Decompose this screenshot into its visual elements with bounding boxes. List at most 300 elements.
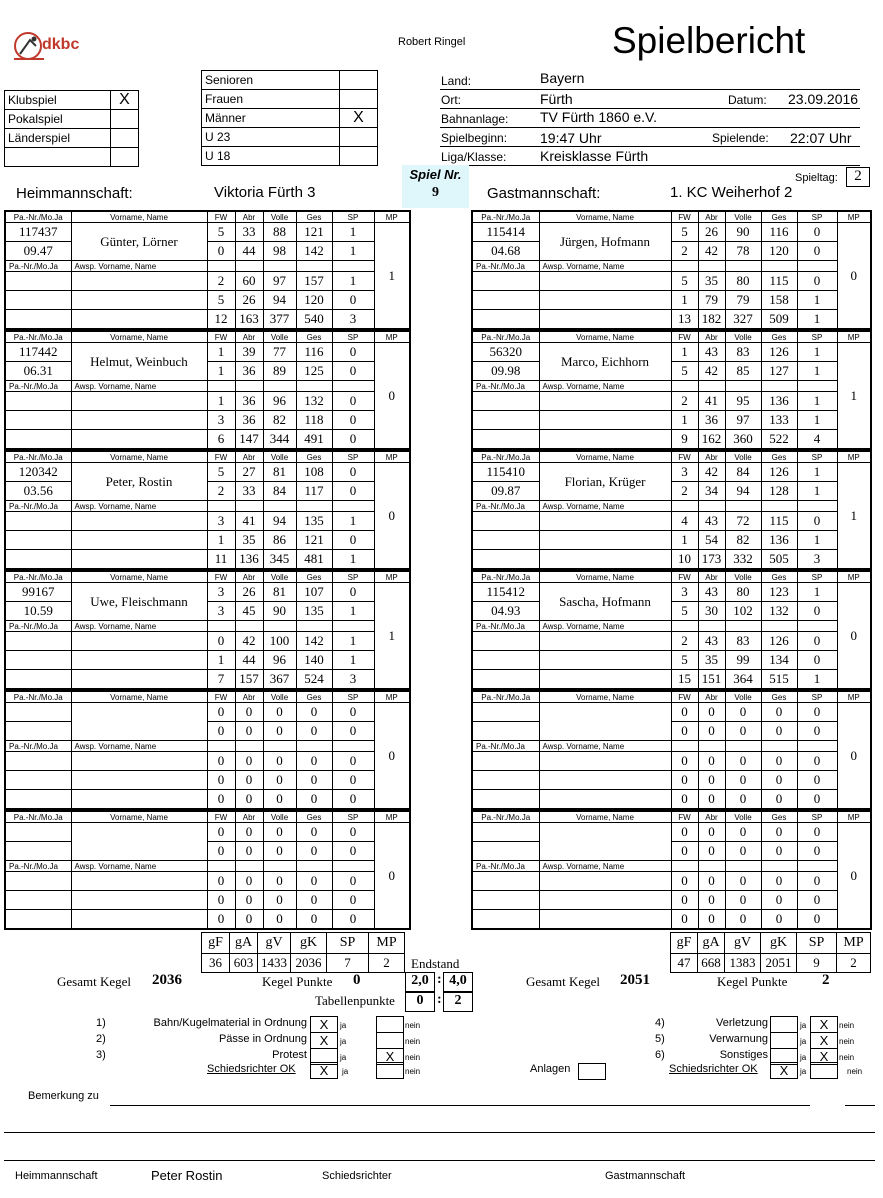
empty-cell: [263, 381, 296, 392]
anlagen-box[interactable]: [578, 1063, 606, 1080]
col-head-fw: FW: [207, 451, 235, 463]
check-nein-box[interactable]: X: [810, 1016, 838, 1033]
player-name[interactable]: Günter, Lörner: [71, 223, 207, 261]
col-head-abr: Abr: [698, 811, 725, 823]
player-birth[interactable]: 04.68: [472, 242, 539, 261]
player-name[interactable]: [71, 823, 207, 861]
spiel-nr-value[interactable]: 9: [432, 185, 439, 200]
player-birth[interactable]: 10.59: [5, 602, 71, 621]
player-name[interactable]: Peter, Rostin: [71, 463, 207, 501]
match-type-mark[interactable]: X: [111, 91, 139, 110]
player-total-cell: 0: [725, 790, 761, 810]
sub-head-pass: Pa.-Nr./Mo.Ja: [5, 621, 71, 632]
score-cell: 133: [761, 411, 797, 430]
col-head-ges: Ges: [761, 571, 797, 583]
player-total-cell: 1: [797, 670, 837, 690]
player-pass-nr[interactable]: [5, 703, 71, 722]
sub-name-cell[interactable]: [539, 872, 671, 891]
sub-pass-cell[interactable]: [5, 872, 71, 891]
sub-name-cell[interactable]: [539, 272, 671, 291]
match-type-mark[interactable]: [111, 129, 139, 148]
spieltag-value[interactable]: 2: [846, 167, 870, 187]
score-cell: 126: [761, 463, 797, 482]
player-birth[interactable]: 09.98: [472, 362, 539, 381]
score-cell: 0: [761, 842, 797, 861]
score-cell: 1: [207, 651, 235, 670]
score-cell: 42: [235, 632, 263, 651]
score-cell: 121: [296, 531, 332, 550]
col-head-name: Vorname, Name: [71, 811, 207, 823]
player-name[interactable]: Helmut, Weinbuch: [71, 343, 207, 381]
sub-name-cell[interactable]: [539, 752, 671, 771]
sub-name-cell[interactable]: [539, 632, 671, 651]
check-ja-box[interactable]: X: [310, 1016, 338, 1033]
score-cell: 1: [332, 512, 374, 531]
sub-head-name: Awsp. Vorname, Name: [539, 261, 671, 272]
score-cell: 94: [263, 512, 296, 531]
score-cell: 0: [725, 823, 761, 842]
ja-label: ja: [340, 1053, 347, 1062]
player-total-cell: 0: [207, 790, 235, 810]
player-name[interactable]: Jürgen, Hofmann: [539, 223, 671, 261]
sub-pass-cell[interactable]: [472, 771, 539, 790]
score-cell: 0: [698, 891, 725, 910]
check-nein-box[interactable]: [376, 1032, 404, 1049]
away-team-label: Gastmannschaft:: [487, 185, 601, 202]
sub-pass-cell[interactable]: [472, 411, 539, 430]
score-cell: 44: [235, 651, 263, 670]
empty-cell: [71, 790, 207, 810]
check-nein-box[interactable]: [376, 1016, 404, 1033]
score-cell: 0: [207, 722, 235, 741]
player-total-cell: 0: [332, 790, 374, 810]
sub-name-cell[interactable]: [539, 651, 671, 670]
score-cell: 136: [761, 531, 797, 550]
sub-head-name: Awsp. Vorname, Name: [539, 501, 671, 512]
player-total-cell: 515: [761, 670, 797, 690]
score-cell: 117: [296, 482, 332, 501]
score-cell: 83: [725, 343, 761, 362]
score-cell: 0: [332, 531, 374, 550]
sub-name-cell[interactable]: [539, 771, 671, 790]
score-cell: 125: [296, 362, 332, 381]
player-pass-nr[interactable]: [5, 823, 71, 842]
sub-pass-cell[interactable]: [5, 291, 71, 310]
score-cell: 1: [797, 343, 837, 362]
player-total-cell: 13: [671, 310, 698, 330]
footer-home-name[interactable]: Peter Rostin: [151, 1168, 223, 1183]
sub-name-cell[interactable]: [71, 411, 207, 430]
col-head-mp: MP: [374, 691, 410, 703]
score-cell: 1: [671, 291, 698, 310]
sub-pass-cell[interactable]: [5, 512, 71, 531]
player-birth[interactable]: 06.31: [5, 362, 71, 381]
endstand-colon: :: [437, 972, 442, 987]
sub-name-cell[interactable]: [539, 392, 671, 411]
spiel-nr-box: [402, 165, 469, 208]
empty-cell: [797, 741, 837, 752]
col-head-fw: FW: [671, 571, 698, 583]
player-name[interactable]: [539, 823, 671, 861]
player-pass-nr[interactable]: 120342: [5, 463, 71, 482]
check-number: 3): [96, 1049, 106, 1061]
land-value[interactable]: Bayern: [540, 70, 585, 86]
sub-pass-cell[interactable]: [5, 771, 71, 790]
score-cell: 39: [235, 343, 263, 362]
liga-value[interactable]: Kreisklasse Fürth: [540, 148, 649, 164]
col-head-ges: Ges: [761, 211, 797, 223]
sub-pass-cell[interactable]: [5, 392, 71, 411]
player-birth[interactable]: 09.87: [472, 482, 539, 501]
player-pass-nr[interactable]: 115414: [472, 223, 539, 242]
empty-cell: [725, 261, 761, 272]
check-nein-box[interactable]: X: [376, 1048, 404, 1065]
player-pass-nr[interactable]: 117437: [5, 223, 71, 242]
sub-pass-cell[interactable]: [472, 872, 539, 891]
score-cell: 0: [207, 752, 235, 771]
sub-name-cell[interactable]: [71, 392, 207, 411]
category-mark[interactable]: [340, 147, 378, 166]
player-block: [471, 330, 872, 450]
col-head-fw: FW: [671, 811, 698, 823]
check-nein-box[interactable]: X: [810, 1032, 838, 1049]
sub-name-cell[interactable]: [539, 512, 671, 531]
score-cell: 0: [332, 392, 374, 411]
score-cell: 0: [671, 771, 698, 790]
category-mark[interactable]: X: [340, 109, 378, 128]
bemerkung-line-3[interactable]: [4, 1160, 875, 1161]
nein-label: nein: [405, 1037, 421, 1046]
datum-value[interactable]: 23.09.2016: [788, 91, 859, 107]
score-cell: 0: [207, 872, 235, 891]
total-head: gA: [698, 933, 725, 954]
player-mp: 1: [374, 583, 410, 690]
score-cell: 0: [671, 722, 698, 741]
col-head-volle: Volle: [263, 451, 296, 463]
player-block: [471, 450, 872, 570]
player-total-cell: 360: [725, 430, 761, 450]
score-cell: 1: [797, 463, 837, 482]
sub-pass-cell[interactable]: [5, 632, 71, 651]
score-cell: 54: [698, 531, 725, 550]
score-cell: 5: [671, 223, 698, 242]
home-team-name[interactable]: Viktoria Fürth 3: [214, 184, 316, 201]
player-total-cell: 162: [698, 430, 725, 450]
sub-name-cell[interactable]: [71, 531, 207, 550]
score-cell: 0: [296, 891, 332, 910]
score-cell: 1: [332, 632, 374, 651]
player-birth[interactable]: [5, 842, 71, 861]
total-value: 47: [671, 954, 698, 973]
schiri-ok-right-box[interactable]: X: [770, 1062, 798, 1079]
empty-cell: [332, 261, 374, 272]
empty-cell: [71, 310, 207, 330]
score-cell: 0: [296, 771, 332, 790]
check-ja-box[interactable]: [770, 1032, 798, 1049]
sub-head-pass: Pa.-Nr./Mo.Ja: [472, 741, 539, 752]
bemerkung-line-2[interactable]: [4, 1132, 875, 1133]
check-ja-box[interactable]: [770, 1016, 798, 1033]
player-name[interactable]: Uwe, Fleischmann: [71, 583, 207, 621]
col-head-mp: MP: [374, 331, 410, 343]
col-head-mp: MP: [374, 811, 410, 823]
empty-cell: [235, 741, 263, 752]
total-value: 36: [202, 954, 230, 973]
player-total-cell: 367: [263, 670, 296, 690]
spieltag-label: Spieltag:: [795, 172, 838, 184]
sub-name-cell[interactable]: [71, 771, 207, 790]
schiri-ok-left-nein-box[interactable]: [376, 1062, 404, 1079]
player-total-cell: 364: [725, 670, 761, 690]
score-cell: 0: [332, 842, 374, 861]
score-cell: 0: [332, 463, 374, 482]
sub-pass-cell[interactable]: [472, 891, 539, 910]
sub-name-cell[interactable]: [539, 411, 671, 430]
check-nein-box[interactable]: X: [810, 1048, 838, 1065]
score-cell: 0: [207, 891, 235, 910]
player-name[interactable]: Marco, Eichhorn: [539, 343, 671, 381]
empty-cell: [263, 621, 296, 632]
total-value: 7: [327, 954, 369, 973]
sub-pass-cell[interactable]: [5, 891, 71, 910]
sub-name-cell[interactable]: [539, 531, 671, 550]
player-block: [4, 210, 411, 330]
empty-cell: [797, 261, 837, 272]
player-block: [4, 330, 411, 450]
empty-cell: [332, 861, 374, 872]
score-cell: 0: [797, 512, 837, 531]
sub-name-cell[interactable]: [539, 891, 671, 910]
player-total-cell: 0: [725, 910, 761, 930]
player-birth[interactable]: [472, 722, 539, 741]
player-pass-nr[interactable]: 115412: [472, 583, 539, 602]
player-pass-nr[interactable]: 99167: [5, 583, 71, 602]
player-total-cell: 0: [698, 790, 725, 810]
sub-pass-cell[interactable]: [5, 531, 71, 550]
score-cell: 0: [332, 362, 374, 381]
sub-name-cell[interactable]: [71, 512, 207, 531]
score-cell: 43: [698, 583, 725, 602]
check-number: 6): [655, 1049, 665, 1061]
player-total-cell: 163: [235, 310, 263, 330]
empty-cell: [263, 501, 296, 512]
sub-pass-cell[interactable]: [5, 752, 71, 771]
player-total-cell: 0: [235, 910, 263, 930]
sub-head-pass: Pa.-Nr./Mo.Ja: [5, 501, 71, 512]
score-cell: 0: [797, 771, 837, 790]
sub-name-cell[interactable]: [71, 272, 207, 291]
col-head-mp: MP: [837, 811, 871, 823]
empty-cell: [207, 501, 235, 512]
sub-pass-cell[interactable]: [5, 272, 71, 291]
bemerkung-line[interactable]: [110, 1105, 810, 1106]
empty-cell: [797, 861, 837, 872]
col-head-name: Vorname, Name: [539, 451, 671, 463]
empty-cell: [332, 621, 374, 632]
category-mark[interactable]: [340, 128, 378, 147]
sub-pass-cell[interactable]: [5, 411, 71, 430]
player-total-cell: 157: [235, 670, 263, 690]
ende-value[interactable]: 22:07 Uhr: [790, 130, 852, 146]
score-cell: 128: [761, 482, 797, 501]
score-cell: 0: [698, 752, 725, 771]
col-head-volle: Volle: [725, 811, 761, 823]
player-total-cell: 3: [797, 550, 837, 570]
sub-name-cell[interactable]: [71, 651, 207, 670]
home-totals: [201, 932, 405, 973]
score-cell: 1: [332, 651, 374, 670]
check-label: Pässe in Ordnung: [218, 1033, 307, 1045]
sub-pass-cell[interactable]: [472, 651, 539, 670]
empty-cell: [761, 381, 797, 392]
nein-label: nein: [405, 1021, 421, 1030]
sub-name-cell[interactable]: [71, 632, 207, 651]
score-cell: 1: [207, 343, 235, 362]
ende-label: Spielende:: [712, 131, 769, 145]
player-total-cell: 173: [698, 550, 725, 570]
score-cell: 136: [761, 392, 797, 411]
sub-pass-cell[interactable]: [472, 632, 539, 651]
player-pass-nr[interactable]: [472, 823, 539, 842]
score-cell: 3: [207, 512, 235, 531]
sub-name-cell[interactable]: [71, 872, 207, 891]
empty-cell: [698, 501, 725, 512]
player-pass-nr[interactable]: [472, 703, 539, 722]
score-cell: 0: [797, 651, 837, 670]
score-cell: 0: [263, 891, 296, 910]
player-block: [4, 690, 411, 810]
score-cell: 43: [698, 343, 725, 362]
score-cell: 0: [332, 722, 374, 741]
sub-pass-cell[interactable]: [472, 272, 539, 291]
category-mark[interactable]: [340, 90, 378, 109]
score-cell: 90: [263, 602, 296, 621]
score-cell: 1: [797, 411, 837, 430]
sub-pass-cell[interactable]: [472, 752, 539, 771]
col-head-mp: MP: [374, 211, 410, 223]
sub-name-cell[interactable]: [539, 291, 671, 310]
ja-label: ja: [800, 1021, 807, 1030]
schiri-ok-right-nein-box[interactable]: [810, 1062, 838, 1079]
sub-pass-cell[interactable]: [5, 651, 71, 670]
total-value: 2051: [761, 954, 797, 973]
player-name[interactable]: [71, 703, 207, 741]
col-head-fw: FW: [207, 811, 235, 823]
match-type-mark[interactable]: [111, 110, 139, 129]
player-total-cell: 327: [725, 310, 761, 330]
player-birth[interactable]: 04.93: [472, 602, 539, 621]
check-ja-box[interactable]: X: [310, 1032, 338, 1049]
col-head-pass: Pa.-Nr./Mo.Ja: [5, 211, 71, 223]
category-mark[interactable]: [340, 71, 378, 90]
col-head-mp: MP: [837, 331, 871, 343]
score-cell: 96: [263, 392, 296, 411]
score-cell: 1: [332, 242, 374, 261]
beginn-value[interactable]: 19:47 Uhr: [540, 130, 602, 146]
score-cell: 0: [332, 703, 374, 722]
total-value: 2: [369, 954, 405, 973]
empty-cell: [207, 741, 235, 752]
score-cell: 0: [698, 823, 725, 842]
score-cell: 33: [235, 482, 263, 501]
total-head: gV: [258, 933, 291, 954]
check-number: 1): [96, 1017, 106, 1029]
sub-name-cell[interactable]: [71, 752, 207, 771]
score-cell: 90: [725, 223, 761, 242]
match-type-label: Länderspiel: [5, 129, 111, 148]
sub-pass-cell[interactable]: [472, 531, 539, 550]
score-cell: 0: [797, 842, 837, 861]
schiri-ok-left-box[interactable]: X: [310, 1062, 338, 1079]
away-totals: [670, 932, 871, 973]
player-total-cell: 344: [263, 430, 296, 450]
player-total-cell: 540: [296, 310, 332, 330]
empty-cell: [761, 621, 797, 632]
total-head: gV: [725, 933, 761, 954]
score-cell: 79: [698, 291, 725, 310]
player-total-cell: 3: [332, 670, 374, 690]
empty-cell: [671, 261, 698, 272]
sub-pass-cell[interactable]: [472, 392, 539, 411]
player-pass-nr[interactable]: 115410: [472, 463, 539, 482]
score-cell: 0: [761, 891, 797, 910]
anlagen-label: Anlagen: [530, 1063, 571, 1075]
sub-head-pass: Pa.-Nr./Mo.Ja: [5, 261, 71, 272]
sub-head-name: Awsp. Vorname, Name: [539, 861, 671, 872]
player-name[interactable]: Sascha, Hofmann: [539, 583, 671, 621]
player-total-cell: 509: [761, 310, 797, 330]
player-name[interactable]: [539, 703, 671, 741]
away-team-name[interactable]: 1. KC Weiherhof 2: [670, 184, 793, 201]
score-cell: 0: [698, 842, 725, 861]
sub-pass-cell[interactable]: [472, 512, 539, 531]
score-cell: 0: [235, 703, 263, 722]
player-birth[interactable]: [5, 722, 71, 741]
col-head-fw: FW: [671, 691, 698, 703]
sub-name-cell[interactable]: [71, 291, 207, 310]
sub-head-name: Awsp. Vorname, Name: [539, 381, 671, 392]
empty-cell: [235, 501, 263, 512]
player-pass-nr[interactable]: 56320: [472, 343, 539, 362]
bemerkung-label: Bemerkung zu: [28, 1090, 99, 1102]
empty-cell: [332, 501, 374, 512]
empty-cell: [71, 910, 207, 930]
ort-label: Ort:: [441, 93, 461, 107]
score-cell: 127: [761, 362, 797, 381]
score-cell: 142: [296, 632, 332, 651]
score-cell: 27: [235, 463, 263, 482]
score-cell: 36: [698, 411, 725, 430]
sub-pass-cell[interactable]: [472, 291, 539, 310]
ort-value[interactable]: Fürth: [540, 91, 573, 107]
score-cell: 1: [671, 531, 698, 550]
player-name[interactable]: Florian, Krüger: [539, 463, 671, 501]
score-cell: 36: [235, 411, 263, 430]
category-label: U 23: [202, 128, 340, 147]
empty-cell: [235, 621, 263, 632]
bahn-value[interactable]: TV Fürth 1860 e.V.: [540, 109, 657, 125]
sub-name-cell[interactable]: [71, 891, 207, 910]
empty-cell: [296, 381, 332, 392]
player-birth[interactable]: 09.47: [5, 242, 71, 261]
ja-label: ja: [800, 1053, 807, 1062]
empty-cell: [671, 741, 698, 752]
score-cell: 0: [332, 583, 374, 602]
player-pass-nr[interactable]: 117442: [5, 343, 71, 362]
player-birth[interactable]: [472, 842, 539, 861]
player-total-cell: 0: [263, 910, 296, 930]
player-birth[interactable]: 03.56: [5, 482, 71, 501]
